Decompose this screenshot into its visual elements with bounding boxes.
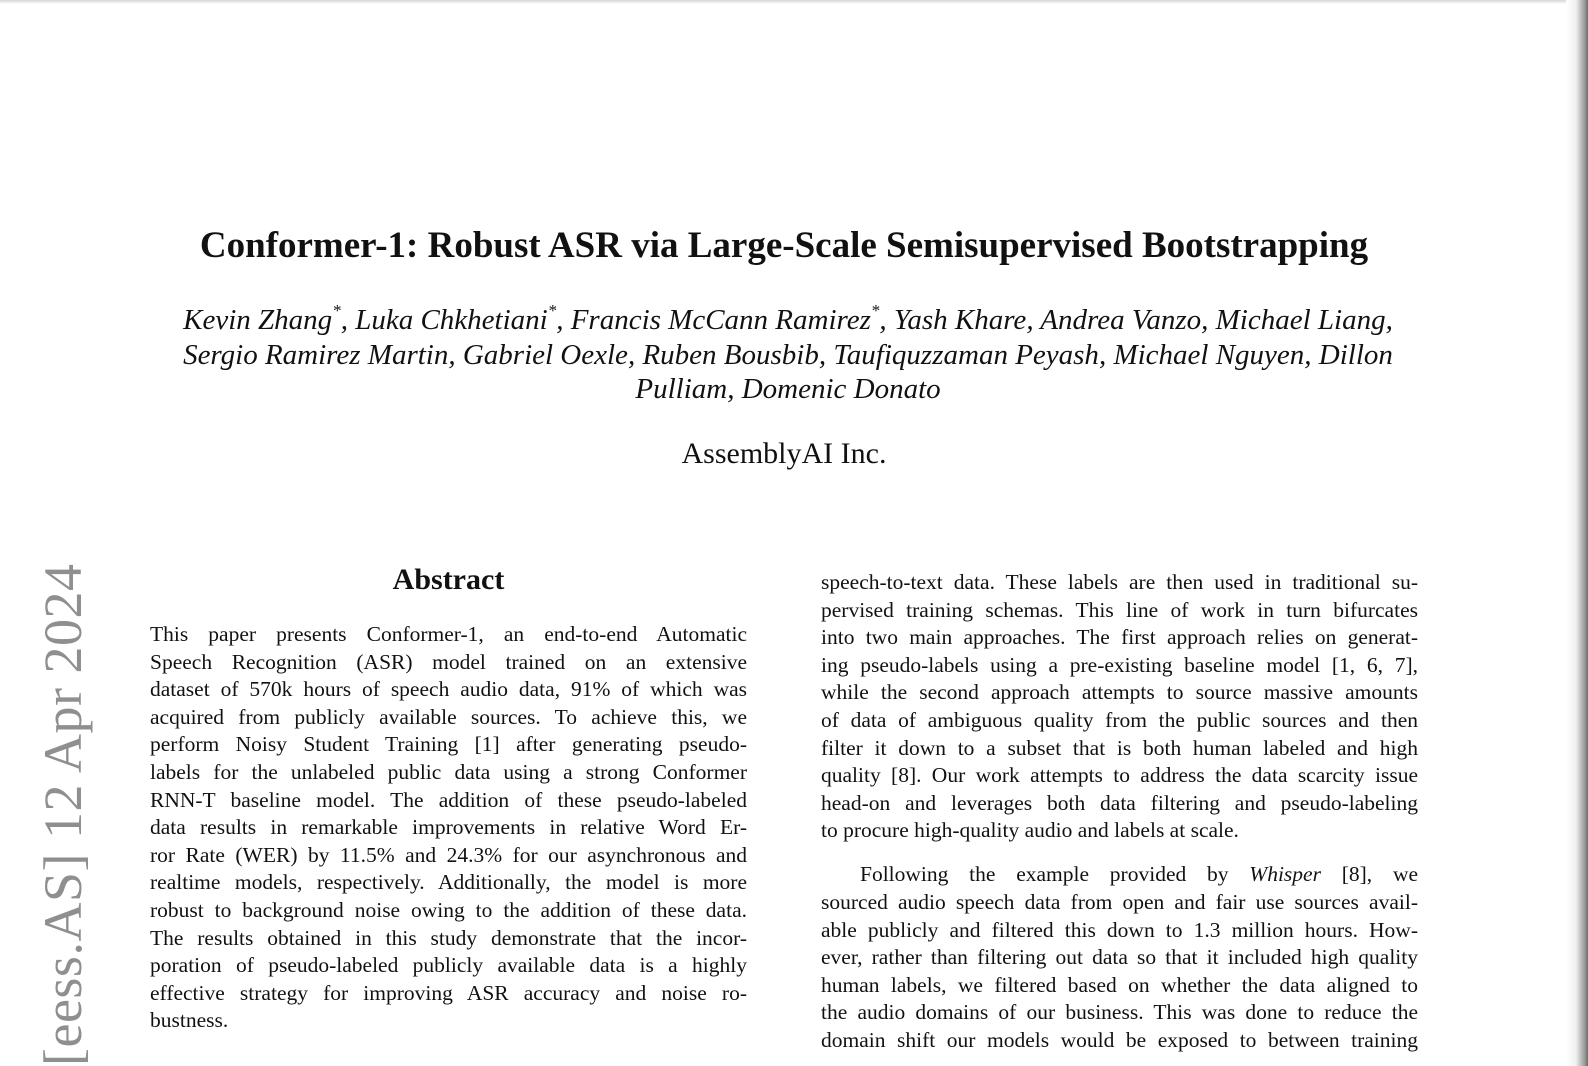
text-line: into two main approaches. The first approach relies on generat- [821, 625, 1418, 650]
text-line: acquired from publicly available sources. To achieve this, we [150, 704, 747, 729]
text-line: bustness. [150, 1008, 229, 1033]
text-line: ror Rate (WER) by 11.5% and 24.3% for our asynchronous and [150, 842, 747, 867]
equal-contribution-mark: * [332, 301, 341, 321]
author-name: Kevin Zhang [183, 304, 333, 336]
text-line [821, 861, 1418, 889]
equal-contribution-mark: * [547, 301, 557, 321]
author-separator: , [556, 304, 571, 336]
equal-contribution-mark: * [870, 301, 880, 321]
text-line: speech-to-text data. These labels are then used in traditional su- [821, 570, 1418, 594]
text-line: labels for the unlabeled public data using a strong Conformer [150, 759, 747, 784]
text-run: [8], we [1320, 862, 1419, 887]
author-name: Taufiquzzaman Peyash [833, 338, 1099, 371]
text-line: data results in remarkable improvements in relative Word Er- [150, 815, 747, 840]
abstract-heading: Abstract [392, 563, 505, 596]
text-line: domain shift our models would be exposed to between training [821, 1027, 1418, 1052]
text-line: sourced audio speech data from open and fair use sources avail- [821, 889, 1418, 914]
text-line: effective strategy for improving ASR accuracy and noise ro- [150, 980, 747, 1005]
paragraph-gap [821, 845, 1418, 861]
author-name: Ruben Bousbib [642, 338, 819, 371]
author-name: Andrea Vanzo [1040, 304, 1202, 336]
text-line: realtime models, respectively. Additionally, the model is more [150, 870, 747, 895]
text-line: human labels, we filtered based on whether the data aligned to [821, 972, 1418, 997]
author-name: Dillon Pulliam [635, 338, 1393, 405]
author-separator: , [627, 338, 643, 371]
author-separator: , [879, 304, 894, 336]
author-separator: , [818, 338, 834, 371]
right-column-text [821, 569, 1418, 1054]
author-list [160, 303, 1416, 407]
text-line: perform Noisy Student Training [1] after generating pseudo- [150, 732, 747, 757]
author-name: Yash Khare [893, 304, 1027, 336]
text-line: poration of pseudo-labeled publicly available data is a highly [150, 953, 747, 978]
author-name: Sergio Ramirez Martin [183, 338, 449, 371]
text-line: ing pseudo-labels using a pre-existing baseline model [1, 6, 7], [821, 652, 1418, 677]
affiliation: AssemblyAI Inc. [681, 437, 887, 470]
text-line: robust to background noise owing to the addition of these data. [150, 897, 747, 922]
paper-title: Conformer-1: Robust ASR via Large-Scale Semisupervised Bootstrapping [199, 225, 1369, 266]
author-separator: , [340, 304, 356, 336]
text-line: of data of ambiguous quality from the public sources and then [821, 707, 1418, 732]
text-line: pervised training schemas. This line of work in turn bifurcates [821, 597, 1418, 622]
author-name: Domenic Donato [741, 373, 941, 405]
page-top-edge [0, 0, 1588, 4]
author-name: Michael Nguyen [1113, 338, 1305, 371]
text-line: dataset of 570k hours of speech audio data, 91% of which was [150, 677, 747, 702]
page-right-edge-shadow [1566, 0, 1588, 1066]
author-separator: , [448, 338, 463, 371]
author-name: Luka Chkhetiani [355, 304, 548, 336]
right-paragraph-1 [821, 569, 1418, 845]
arxiv-side-stamp: [eess.AS] 12 Apr 2024 [33, 563, 93, 1066]
text-line: This paper presents Conformer-1, an end-to-end Automatic [150, 622, 747, 646]
author-name: Michael Liang [1215, 304, 1386, 336]
text-line: while the second approach attempts to source massive amounts [821, 680, 1418, 705]
text-line: RNN-T baseline model. The addition of these pseudo-labeled [150, 787, 747, 812]
author-separator: , [1098, 338, 1114, 371]
text-line: Speech Recognition (ASR) model trained on an extensive [150, 649, 747, 674]
author-name: Francis McCann Ramirez [570, 304, 871, 336]
text-line: head-on and leverages both data filtering and pseudo-labeling [821, 790, 1418, 815]
author-separator: , [1026, 304, 1041, 336]
text-line: filter it down to a subset that is both human labeled and high [821, 735, 1418, 760]
text-line: ever, rather than filtering out data so that it included high quality [821, 945, 1418, 970]
text-line: quality [8]. Our work attempts to address the data scarcity issue [821, 763, 1418, 788]
emphasis-whisper: Whisper [1249, 862, 1321, 887]
author-separator: , [1304, 338, 1319, 371]
author-separator: , [727, 373, 742, 405]
text-line: able publicly and filtered this down to 1.3 million hours. How- [821, 917, 1418, 942]
text-line: the audio domains of our business. This was done to reduce the [821, 1000, 1418, 1025]
text-run: Following the example provided by [860, 862, 1250, 887]
text-line: to procure high-quality audio and labels at scale. [821, 818, 1239, 843]
right-paragraph-2 [821, 861, 1418, 1054]
author-name: Gabriel Oexle [462, 338, 628, 371]
author-separator: , [1385, 304, 1393, 336]
text-line: The results obtained in this study demonstrate that the incor- [150, 925, 747, 950]
abstract-body [150, 621, 747, 1035]
author-separator: , [1201, 304, 1216, 336]
